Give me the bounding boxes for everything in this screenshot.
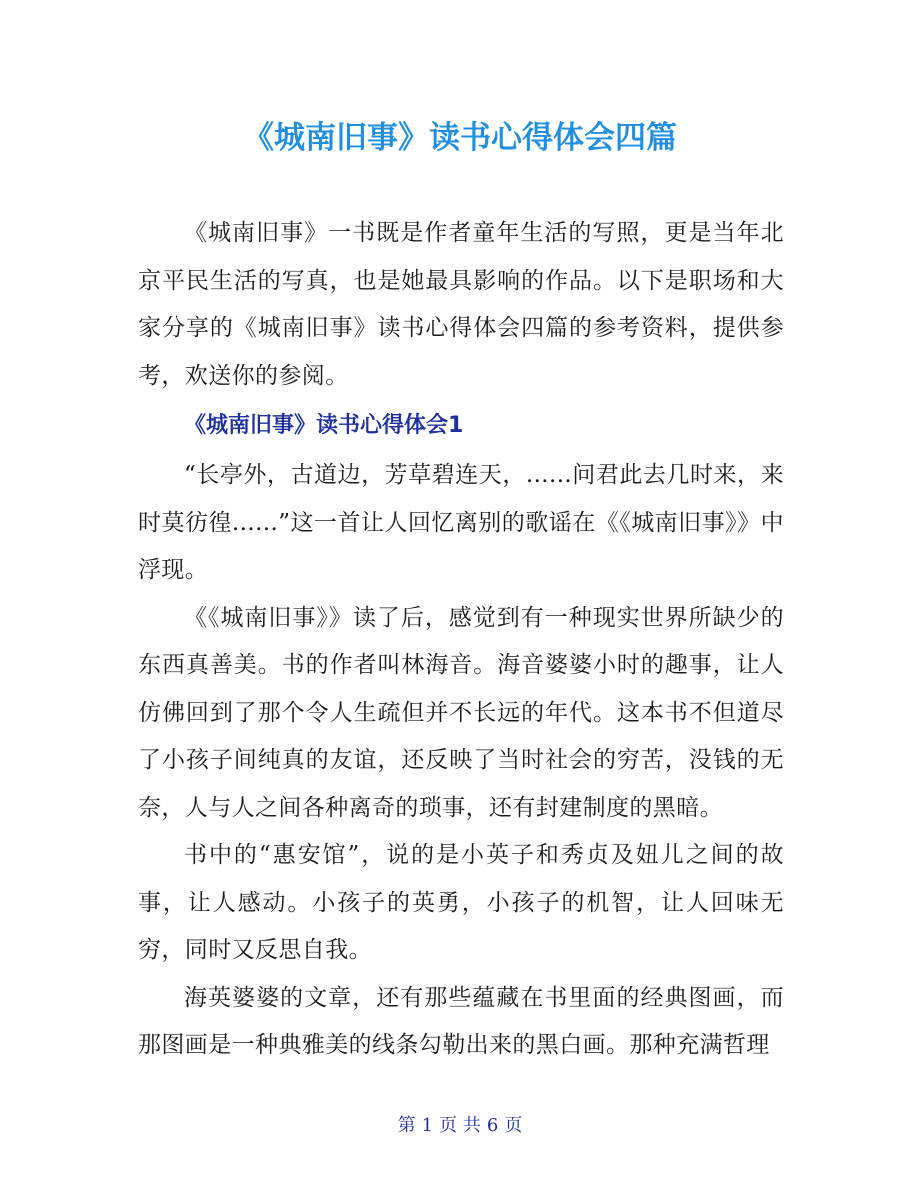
footer-total-pages: 6 [486, 1115, 499, 1136]
body-paragraph: 书中的“惠安馆”，说的是小英子和秀贞及妞儿之间的故事，让人感动。小孩子的英勇，小孩子的机智，让人回味无穷，同时又反思自我。 [138, 842, 784, 963]
footer-suffix: 页 [504, 1115, 523, 1136]
section-heading: 《城南旧事》读书心得体会1 [184, 413, 464, 438]
intro-paragraph: 《城南旧事》一书既是作者童年生活的写照，更是当年北京平民生活的写真，也是她最具影响的作品。以下是职场和大家分享的《城南旧事》读书心得体会四篇的参考资料，提供参考，欢送你的参阅。 [138, 220, 784, 389]
document-title: 《城南旧事》读书心得体会四篇 [243, 120, 677, 156]
document-body [138, 210, 784, 1070]
footer-middle: 页 共 [439, 1115, 481, 1136]
page-footer [0, 1113, 920, 1139]
body-paragraph: “长亭外，古道边，芳草碧连天，......问君此去几时来，来时莫彷徨......”这一首让人回忆离别的歌谣在《《城南旧事》》中浮现。 [138, 462, 784, 583]
footer-page-number: 1 [421, 1115, 434, 1136]
body-paragraph: 海英婆婆的文章，还有那些蕴藏在书里面的经典图画，而那图画是一种典雅美的线条勾勒出来的黑白画。那种充满哲理 [138, 984, 784, 1058]
body-paragraph: 《《城南旧事》》读了后，感觉到有一种现实世界所缺少的东西真善美。书的作者叫林海音。海音婆婆小时的趣事，让人仿佛回到了那个令人生疏但并不长远的年代。这本书不但道尽了小孩子间纯真的友谊，还反映了当时社会的穷苦，没钱的无奈，人与人之间各种离奇的琐事，还有封建制度的黑暗。 [138, 604, 784, 821]
footer-prefix: 第 [397, 1115, 416, 1136]
